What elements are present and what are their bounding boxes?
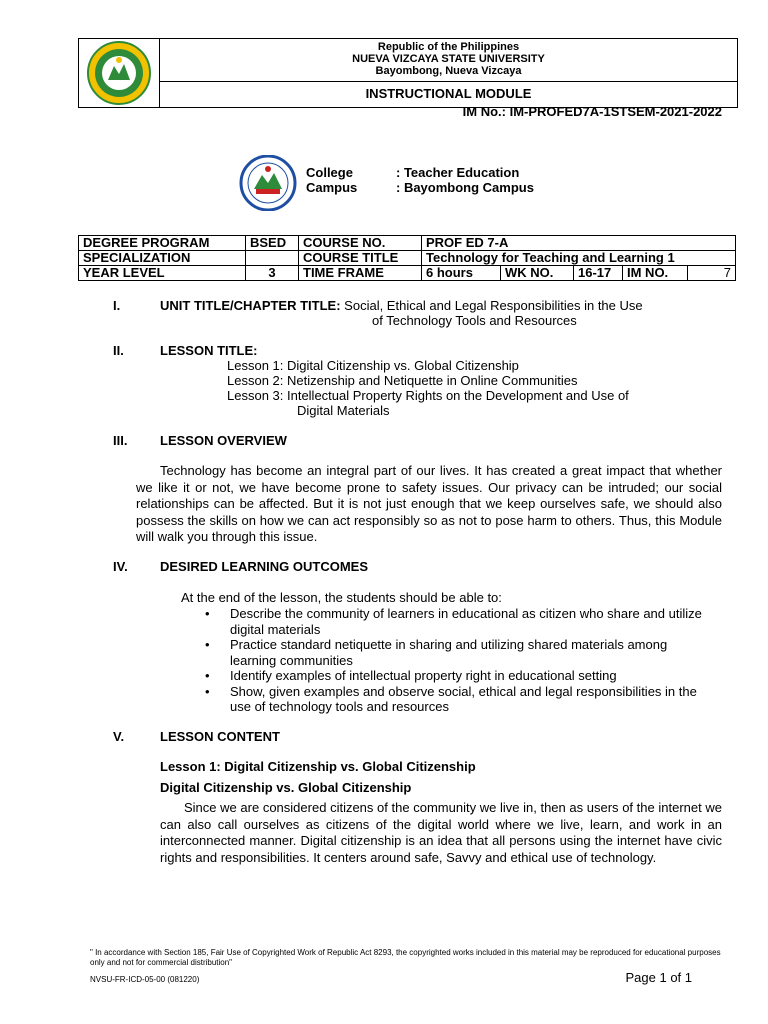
course-info-table bbox=[78, 235, 736, 281]
overview-text: Technology has become an integral part of our lives. It has created a great impact that whether we like it or not, we have become prone to safety issues. Our privacy can be intruded; our social relationships can be affected. But it is not just enough that we keep ourselves safe, we should also possess the skills on how we can act responsibly so as not to pose harm to others. Thus, this Module will walk you through this issue. bbox=[136, 463, 722, 544]
overview-paragraph bbox=[136, 463, 722, 546]
section-4-number: IV. bbox=[113, 559, 128, 574]
course-no-value: PROF ED 7-A bbox=[422, 236, 736, 251]
wk-no-label: WK NO. bbox=[501, 266, 574, 281]
section-3-number: III. bbox=[113, 433, 128, 448]
campus-label: Campus bbox=[306, 180, 358, 195]
degree-label: DEGREE PROGRAM bbox=[79, 236, 246, 251]
copyright-note: " In accordance with Section 185, Fair Use of Copyrighted Work of Republic Act 8293, the copyrighted works included in this material may be reproduced for educational purposes only and not for commercial distribution" bbox=[90, 948, 721, 967]
unit-title-line2: of Technology Tools and Resources bbox=[372, 313, 577, 328]
im-number: IM No.: IM-PROFED7A-1STSEM-2021-2022 bbox=[462, 104, 722, 119]
lesson-title-3: Lesson 3: Intellectual Property Rights on the Development and Use of bbox=[227, 388, 629, 403]
outcomes-intro: At the end of the lesson, the students should be able to: bbox=[181, 590, 502, 605]
section-1-number: I. bbox=[113, 298, 121, 313]
year-label: YEAR LEVEL bbox=[79, 266, 246, 281]
year-value: 3 bbox=[246, 266, 299, 281]
course-title-value: Technology for Teaching and Learning 1 bbox=[422, 251, 736, 266]
lesson-title-1: Lesson 1: Digital Citizenship vs. Global Citizenship bbox=[227, 358, 519, 373]
lesson-heading: Lesson 1: Digital Citizenship vs. Global Citizenship bbox=[160, 759, 476, 774]
outcome-text: Practice standard netiquette in sharing and utilizing shared materials among learning communities bbox=[230, 637, 668, 668]
section-2-label: LESSON TITLE: bbox=[160, 343, 258, 358]
bullet-icon: • bbox=[205, 683, 210, 699]
section-1-label: UNIT TITLE/CHAPTER TITLE: bbox=[160, 298, 341, 313]
table-row bbox=[79, 236, 736, 251]
bullet-icon: • bbox=[205, 606, 210, 621]
course-no-label: COURSE NO. bbox=[299, 236, 422, 251]
lesson-subheading: Digital Citizenship vs. Global Citizenship bbox=[160, 780, 412, 795]
degree-value: BSED bbox=[246, 236, 299, 251]
outcomes-list bbox=[205, 606, 715, 715]
university-seal-icon bbox=[84, 40, 154, 106]
outcome-text: Identify examples of intellectual property right in educational setting bbox=[230, 668, 617, 683]
campus-value: : Bayombong Campus bbox=[396, 180, 534, 195]
bullet-icon: • bbox=[205, 668, 210, 683]
outcome-text: Show, given examples and observe social, ethical and legal responsibilities in the use of technology tools and resources bbox=[230, 683, 697, 714]
university-info bbox=[160, 39, 737, 82]
wk-no-value: 16-17 bbox=[574, 266, 623, 281]
document-header bbox=[78, 38, 738, 108]
college-logo-icon bbox=[238, 155, 298, 211]
lesson-title-2: Lesson 2: Netizenship and Netiquette in Online Communities bbox=[227, 373, 578, 388]
section-4-label: DESIRED LEARNING OUTCOMES bbox=[160, 559, 369, 574]
bullet-icon: • bbox=[205, 637, 210, 652]
republic-text: Republic of the Philippines bbox=[377, 41, 520, 53]
content-paragraph bbox=[160, 800, 722, 866]
time-frame-label: TIME FRAME bbox=[299, 266, 422, 281]
header-logo-cell bbox=[79, 39, 160, 107]
section-3-label: LESSON OVERVIEW bbox=[160, 433, 287, 448]
university-location: Bayombong, Nueva Vizcaya bbox=[375, 65, 522, 77]
list-item bbox=[205, 684, 715, 715]
course-title-label: COURSE TITLE bbox=[299, 251, 422, 266]
time-frame-value: 6 hours bbox=[422, 266, 501, 281]
college-info bbox=[306, 165, 534, 195]
table-row bbox=[79, 251, 736, 266]
list-item bbox=[205, 637, 715, 668]
content-text: Since we are considered citizens of the community we live in, then as users of the internet we can also call ourselves as citizens of the digital world where we live, learn, and work in an interconnected manner. Digital citizenship is an idea that all persons using the internet have civic rights and responsibilities. It centers around safe, Savvy and ethical use of technology. bbox=[160, 800, 722, 865]
outcome-text: Describe the community of learners in educational as citizen who share and utilize digital materials bbox=[230, 606, 702, 637]
unit-title-line1: Social, Ethical and Legal Responsibilities in the Use bbox=[344, 298, 643, 313]
im-no-label: IM NO. bbox=[623, 266, 688, 281]
page-number: Page 1 of 1 bbox=[625, 970, 692, 985]
form-code: NVSU-FR-ICD-05-00 (081220) bbox=[90, 975, 200, 984]
spec-value bbox=[246, 251, 299, 266]
college-value: : Teacher Education bbox=[396, 165, 520, 180]
im-no-value: 7 bbox=[688, 266, 736, 281]
module-title: INSTRUCTIONAL MODULE bbox=[365, 86, 532, 101]
university-name: NUEVA VIZCAYA STATE UNIVERSITY bbox=[352, 53, 545, 65]
spec-label: SPECIALIZATION bbox=[79, 251, 246, 266]
list-item bbox=[205, 668, 715, 684]
lesson-title-3-cont: Digital Materials bbox=[297, 403, 390, 418]
section-5-label: LESSON CONTENT bbox=[160, 729, 280, 744]
college-label: College bbox=[306, 165, 353, 180]
section-1-heading bbox=[160, 298, 730, 313]
section-2-number: II. bbox=[113, 343, 124, 358]
table-row bbox=[79, 266, 736, 281]
section-5-number: V. bbox=[113, 729, 125, 744]
list-item bbox=[205, 606, 715, 637]
